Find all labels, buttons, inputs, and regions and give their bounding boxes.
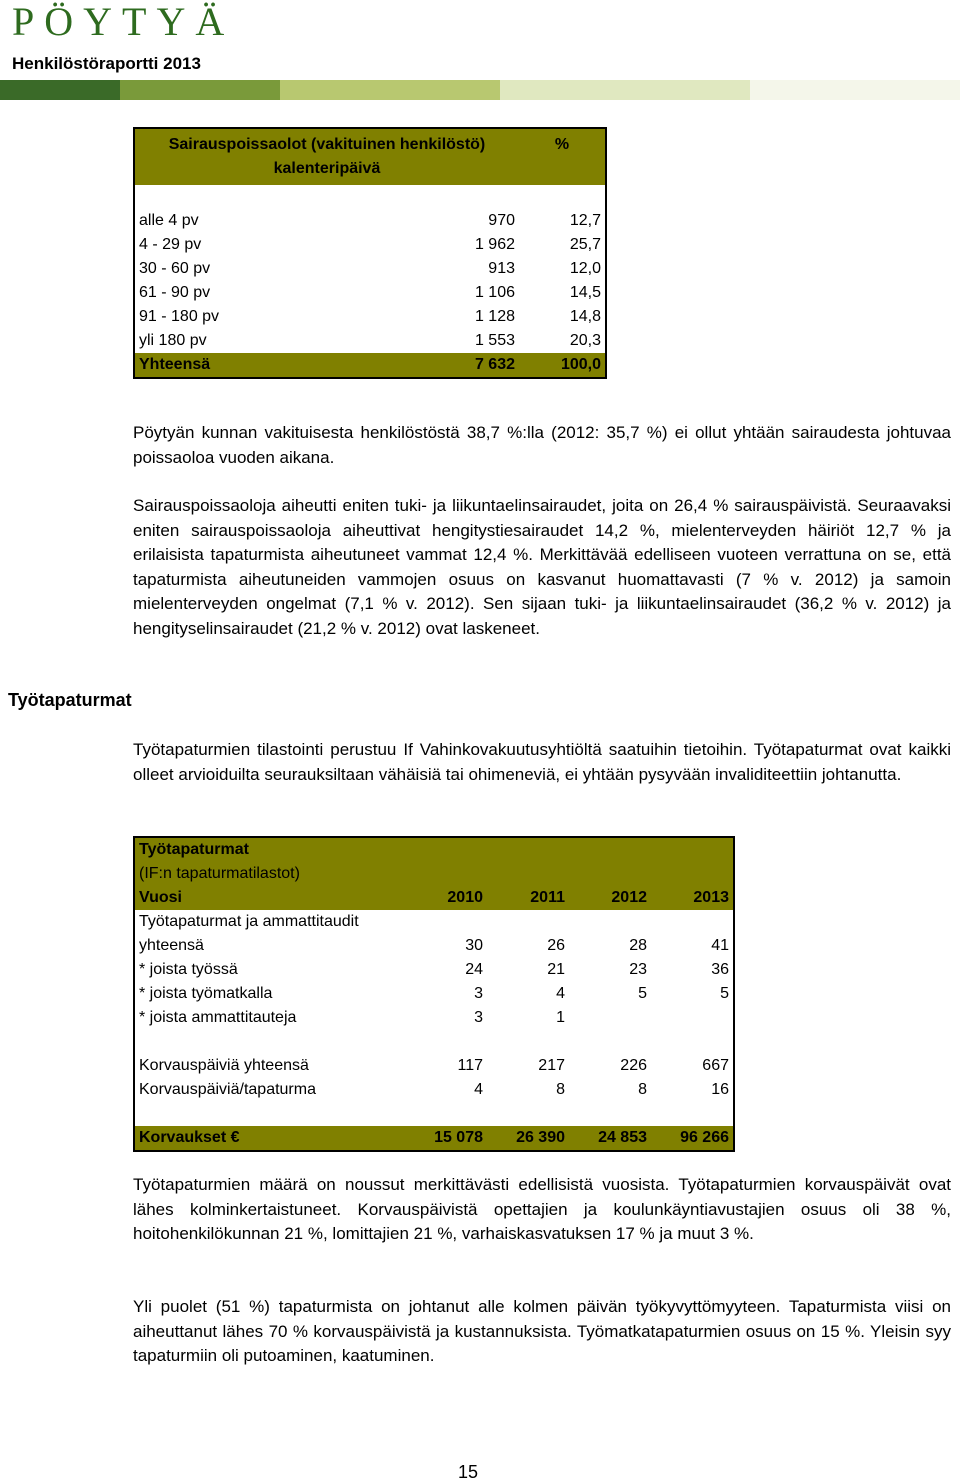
cell xyxy=(651,1006,734,1030)
cell: 8 xyxy=(638,1081,647,1098)
row-label: * joista työmatkalla xyxy=(139,985,273,1002)
row-days: 1 106 xyxy=(474,284,515,301)
cell: 21 xyxy=(547,961,565,978)
table-row xyxy=(134,233,606,257)
row-label: yli 180 pv xyxy=(139,332,207,349)
cell: 26 xyxy=(547,937,565,954)
row-label: 30 - 60 pv xyxy=(139,260,211,277)
table-row xyxy=(134,1054,734,1078)
cell: 4 xyxy=(556,985,565,1002)
table-row xyxy=(134,257,606,281)
year-col: 2013 xyxy=(693,889,729,906)
cell: 16 xyxy=(711,1081,729,1098)
cell: 30 xyxy=(465,937,483,954)
total-label: Korvaukset € xyxy=(139,1129,240,1146)
accident-table xyxy=(133,836,735,1152)
cell: 41 xyxy=(711,937,729,954)
cell: 3 xyxy=(474,985,483,1002)
brand-logo: PÖYTYÄ xyxy=(12,0,235,44)
cell xyxy=(569,1006,651,1030)
row-days: 1 128 xyxy=(474,308,515,325)
sick-leave-table xyxy=(133,127,607,379)
row-label: * joista ammattitauteja xyxy=(139,1009,297,1026)
accident-table-title: Työtapaturmat xyxy=(139,841,249,858)
row-days: 1 962 xyxy=(474,236,515,253)
cell: 8 xyxy=(556,1081,565,1098)
cell: 5 xyxy=(638,985,647,1002)
year-col: 2012 xyxy=(611,889,647,906)
row-pct: 25,7 xyxy=(569,236,601,253)
total-days: 7 632 xyxy=(474,356,515,373)
report-title: Henkilöstöraportti 2013 xyxy=(12,54,201,73)
accident-table-subtitle: (IF:n tapaturmatilastot) xyxy=(139,865,300,882)
table-row xyxy=(134,329,606,353)
row-label: * joista työssä xyxy=(139,961,238,978)
paragraph-4: Työtapaturmien määrä on noussut merkittävästi edellisistä vuosista. Työtapaturmien korvauspäivät ovat lähes kolminkertaistuneet. Korvauspäivistä opettajien ja koulunkäyntiavustajien osuus oli 38 %, hoitohenkilökunnan 21 %, lomittajien 21 %, varhaiskasvatuksen 17 % ja muut 3 %. xyxy=(133,1175,951,1243)
header-right: % xyxy=(554,136,570,153)
year-col: 2010 xyxy=(447,889,483,906)
table-row xyxy=(134,1078,734,1102)
table-row xyxy=(134,281,606,305)
page-number: 15 xyxy=(458,1462,479,1482)
row-label: Korvauspäiviä/tapaturma xyxy=(139,1081,316,1098)
table-row xyxy=(134,1006,734,1030)
year-col: 2011 xyxy=(530,889,565,906)
row-label: 91 - 180 pv xyxy=(139,308,220,325)
cell: 226 xyxy=(620,1057,647,1074)
total-label: Yhteensä xyxy=(139,356,211,373)
cell: 36 xyxy=(711,961,729,978)
header-bar xyxy=(0,80,960,100)
row-label: yhteensä xyxy=(139,937,204,954)
paragraph-5: Yli puolet (51 %) tapaturmista on johtanut alle kolmen päivän työkyvyttömyyteen. Tapaturmista viisi on aiheuttanut lähes 70 % korvauspäivistä ja kustannuksista. Työmatkatapaturmien osuus on 15 %. Yleisin syy tapaturmiin oli putoaminen, kaatuminen. xyxy=(133,1297,951,1365)
header-left-2: kalenteripäivä xyxy=(273,160,381,177)
cell: 24 xyxy=(465,961,483,978)
row-days: 1 553 xyxy=(474,332,515,349)
cell: 4 xyxy=(474,1081,483,1098)
row-label: 4 - 29 pv xyxy=(139,236,202,253)
total-pct: 100,0 xyxy=(560,356,601,373)
total-cell: 26 390 xyxy=(516,1129,565,1146)
cell: 217 xyxy=(538,1057,565,1074)
cell: 1 xyxy=(556,1009,565,1026)
row-pct: 12,0 xyxy=(569,260,601,277)
cell: 667 xyxy=(702,1057,729,1074)
row-pct: 12,7 xyxy=(569,212,601,229)
row-label: Korvauspäiviä yhteensä xyxy=(139,1057,309,1074)
total-cell: 15 078 xyxy=(434,1129,483,1146)
group-label: Työtapaturmat ja ammattitaudit xyxy=(139,913,359,930)
table-row xyxy=(134,305,606,329)
total-row xyxy=(134,353,606,378)
paragraph-3: Työtapaturmien tilastointi perustuu If Vahinkovakuutusyhtiöltä saatuihin tietoihin. Työtapaturmat ovat kaikki olleet arvioiduilta seurauksiltaan vähäisiä tai ohimeneviä, ei yhtään pysyvään invaliditeettiin johtanutta. xyxy=(133,740,951,784)
cell: 3 xyxy=(474,1009,483,1026)
table-row xyxy=(134,209,606,233)
row-days: 970 xyxy=(488,212,515,229)
row-pct: 14,5 xyxy=(569,284,601,301)
year-label: Vuosi xyxy=(139,889,182,906)
cell: 5 xyxy=(720,985,729,1002)
side-label: Työtapaturmat xyxy=(8,690,132,710)
total-cell: 24 853 xyxy=(598,1129,647,1146)
header-left: Sairauspoissaolot (vakituinen henkilöstö) xyxy=(168,136,486,153)
cell: 28 xyxy=(629,937,647,954)
table-header-row xyxy=(134,128,606,157)
table-row xyxy=(134,982,734,1006)
row-days: 913 xyxy=(488,260,515,277)
cell: 23 xyxy=(629,961,647,978)
row-label: alle 4 pv xyxy=(139,212,199,229)
paragraph-1: Pöytyän kunnan vakituisesta henkilöstöstä 38,7 %:lla (2012: 35,7 %) ei ollut yhtään sairaudesta johtuvaa poissaoloa vuoden aikana. xyxy=(133,423,951,467)
row-pct: 20,3 xyxy=(569,332,601,349)
paragraph-2: Sairauspoissaoloja aiheutti eniten tuki- ja liikuntaelinsairaudet, joita on 26,4 % sairauspäivistä. Seuraavaksi eniten sairauspoissaoloja aiheuttivat hengitystiesairaudet 14,2 %, mielenterveyden häiriöt 12,7 % ja erilaisista tapaturmista aiheutuneet vammat 12,4 %. Merkittävää edelliseen vuoteen verrattuna on se, että tapaturmista aiheutuneiden vammojen osuus on kasvanut huomattavasti (7 % v. 2012) ja samoin mielenterveyden ongelmat (7,1 % v. 2012). Sen sijaan tuki- ja liikuntaelinsairaudet (36,2 % v. 2012) ja hengityselinsairaudet (21,2 % v. 2012) ovat laskeneet. xyxy=(133,496,951,638)
row-label: 61 - 90 pv xyxy=(139,284,211,301)
table-row xyxy=(134,934,734,958)
row-pct: 14,8 xyxy=(569,308,601,325)
total-row xyxy=(134,1126,734,1151)
year-header-row xyxy=(134,886,734,910)
total-cell: 96 266 xyxy=(680,1129,729,1146)
table-row xyxy=(134,958,734,982)
cell: 117 xyxy=(457,1057,483,1074)
